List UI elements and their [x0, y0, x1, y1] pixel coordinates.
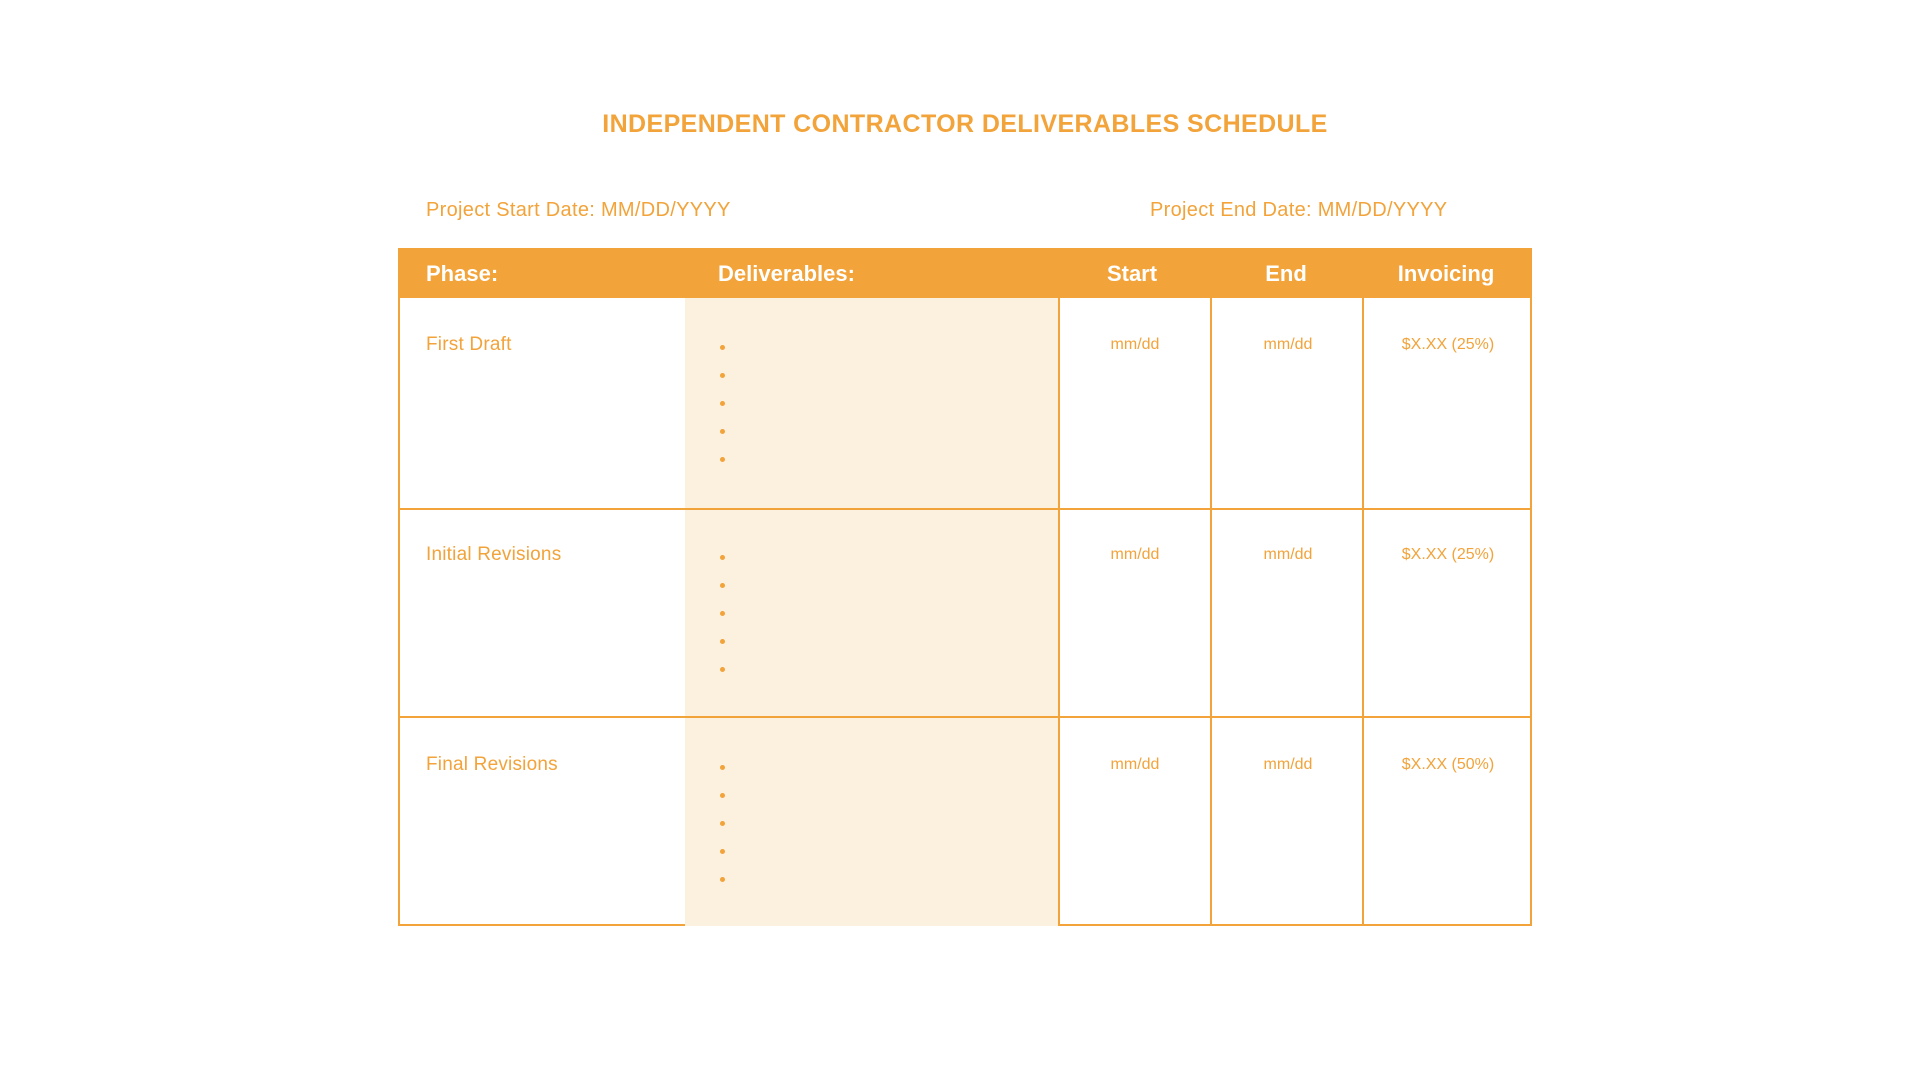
header-phase: Phase: — [426, 261, 499, 286]
project-start-date: Project Start Date: MM/DD/YYYY — [426, 199, 731, 221]
table-row — [400, 298, 1530, 506]
table-row — [400, 508, 1530, 716]
deliverable-bullet[interactable] — [720, 662, 728, 690]
header-deliverables: Deliverables: — [718, 261, 855, 286]
deliverables-list — [720, 760, 728, 900]
deliverable-bullet[interactable] — [720, 578, 728, 606]
invoice-amount: $X.XX (25%) — [1401, 336, 1495, 353]
end-date: mm/dd — [1263, 336, 1313, 353]
deliverable-bullet[interactable] — [720, 452, 728, 480]
deliverable-bullet[interactable] — [720, 634, 728, 662]
header-start: Start — [1106, 261, 1158, 286]
deliverable-bullet[interactable] — [720, 760, 728, 788]
end-date: mm/dd — [1263, 546, 1313, 563]
deliverable-bullet[interactable] — [720, 550, 728, 578]
deliverable-bullet[interactable] — [720, 788, 728, 816]
phase-name: Initial Revisions — [426, 544, 562, 565]
deliverable-bullet[interactable] — [720, 816, 728, 844]
project-end-date: Project End Date: MM/DD/YYYY — [1150, 199, 1448, 221]
deliverable-bullet[interactable] — [720, 606, 728, 634]
deliverable-bullet[interactable] — [720, 396, 728, 424]
deliverables-list — [720, 550, 728, 690]
deliverable-bullet[interactable] — [720, 340, 728, 368]
table-header-row — [400, 250, 1530, 298]
start-date: mm/dd — [1110, 336, 1160, 353]
deliverable-bullet[interactable] — [720, 368, 728, 396]
deliverable-bullet[interactable] — [720, 872, 728, 900]
start-date: mm/dd — [1110, 546, 1160, 563]
deliverables-table — [398, 248, 1532, 926]
phase-name: Final Revisions — [426, 754, 558, 775]
document-title: INDEPENDENT CONTRACTOR DELIVERABLES SCHEDULE — [602, 110, 1328, 138]
deliverable-bullet[interactable] — [720, 844, 728, 872]
phase-name: First Draft — [426, 334, 512, 355]
table-row — [400, 718, 1530, 926]
header-invoicing: Invoicing — [1397, 261, 1495, 286]
invoice-amount: $X.XX (50%) — [1401, 756, 1495, 773]
deliverables-list — [720, 340, 728, 480]
end-date: mm/dd — [1263, 756, 1313, 773]
deliverable-bullet[interactable] — [720, 424, 728, 452]
header-end: End — [1265, 261, 1307, 286]
start-date: mm/dd — [1110, 756, 1160, 773]
invoice-amount: $X.XX (25%) — [1401, 546, 1495, 563]
